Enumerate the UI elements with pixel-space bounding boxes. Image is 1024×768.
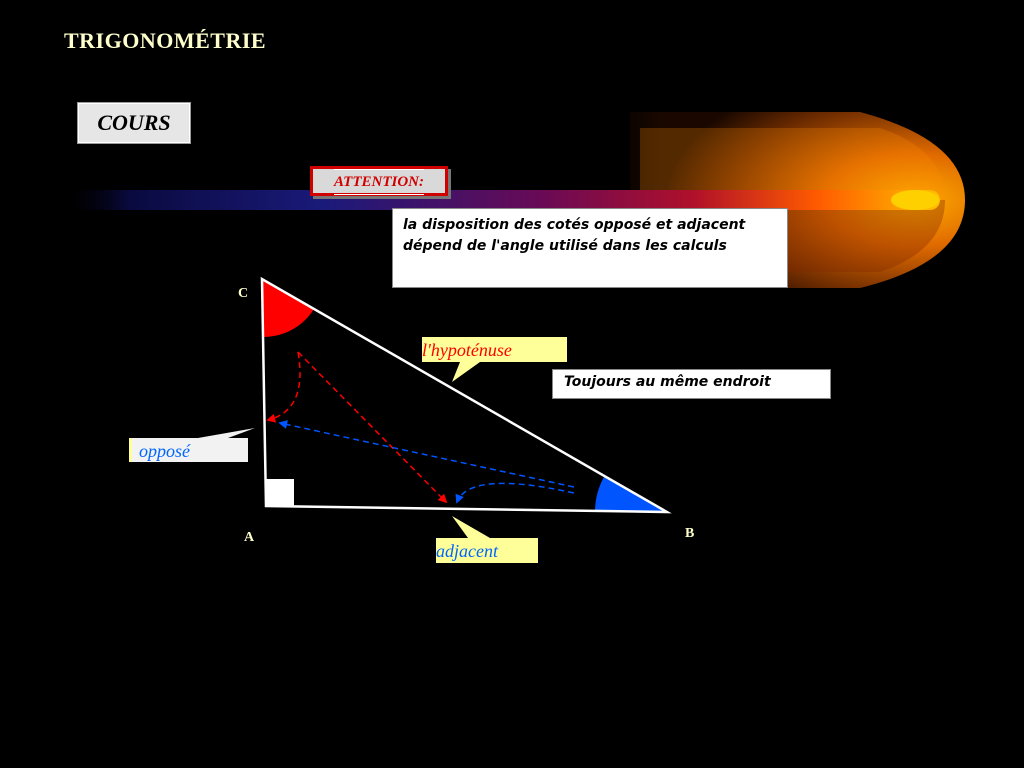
arrow-red-to-adjacent — [298, 352, 446, 502]
callout-oppose-text: opposé — [139, 441, 190, 461]
cours-badge: COURS — [77, 102, 191, 144]
vertex-a-label: A — [244, 530, 255, 545]
note-box: la disposition des cotés opposé et adjacent dépend de l'angle utilisé dans les calculs — [392, 208, 788, 288]
right-triangle — [238, 279, 694, 545]
callout-oppose-edge — [129, 438, 132, 462]
angle-c-marker — [262, 279, 314, 337]
callout-hypotenuse-text: l'hypoténuse — [422, 340, 512, 360]
attention-label: ATTENTION: — [334, 169, 424, 195]
callout-adjacent-text: adjacent — [436, 541, 498, 561]
callout-adjacent — [436, 516, 538, 563]
arrow-red-to-left-side — [268, 352, 300, 420]
always-note-box: Toujours au même endroit — [552, 369, 831, 399]
comet-core — [891, 190, 939, 210]
callout-hypotenuse — [422, 337, 567, 382]
vertex-c-label: C — [238, 286, 249, 301]
arrow-blue-to-bottom-side — [457, 483, 574, 502]
attention-badge — [310, 166, 448, 196]
right-angle-marker — [265, 479, 294, 506]
comet-beam — [60, 190, 940, 210]
vertex-b-label: B — [685, 526, 695, 541]
callout-oppose — [129, 428, 255, 462]
page-title: TRIGONOMÉTRIE — [64, 28, 267, 53]
comet-band-1 — [640, 128, 945, 200]
